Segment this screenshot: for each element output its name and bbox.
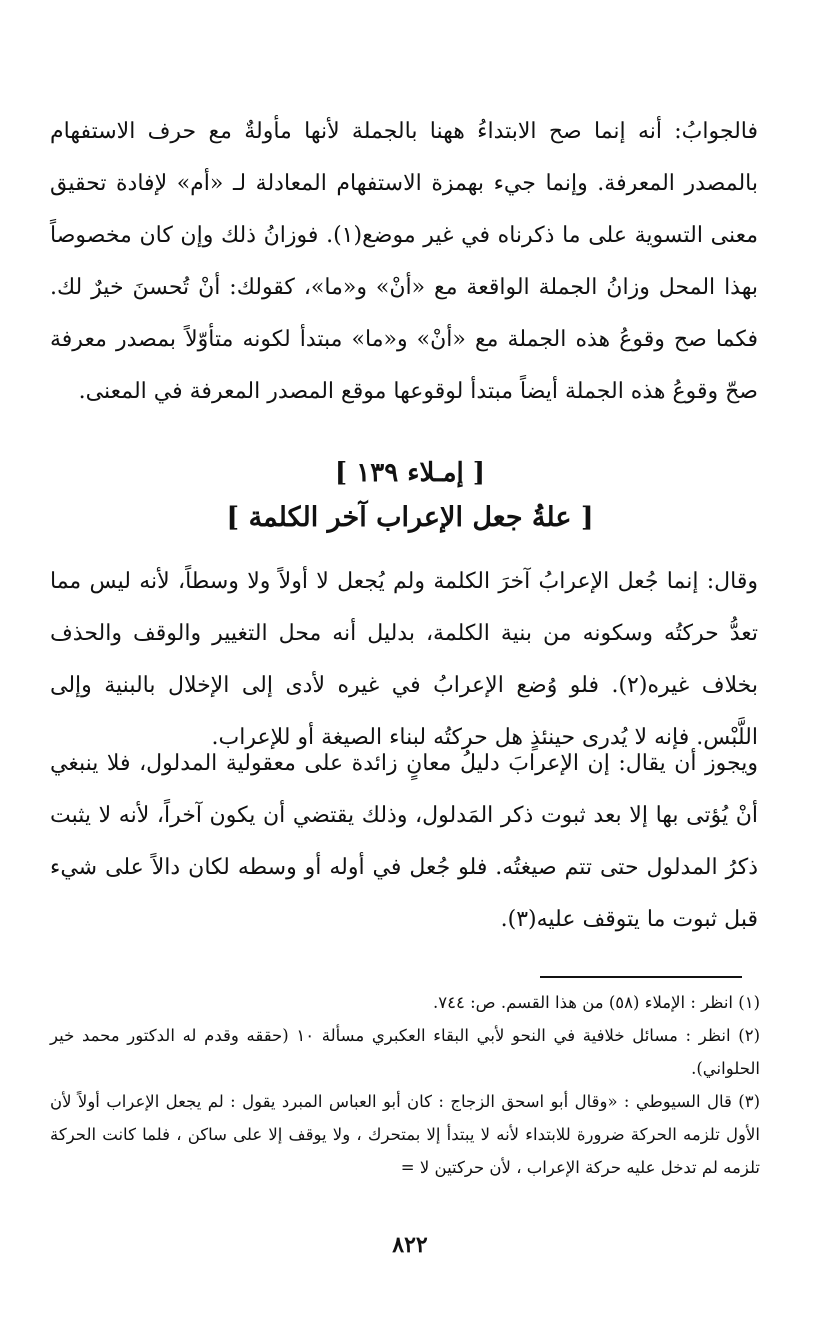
footnote-divider [540,976,742,978]
footnote-3: (٣) قال السيوطي : «وقال أبو اسحق الزجاج : كان أبو العباس المبرد يقول : لم يجعل الإعراب أولاً لأن الأول تلزمه الحركة ضرورة للابتداء لأنه لا يبتدأ إلا بمتحرك ، ولا يوقف إلا على ساكن ، فلما كانت الحركة تلزمه لم تدخل عليه حركة الإعراب ، لأن حركتين لا = [50,1092,760,1177]
body-section-1 [50,556,758,764]
body-section-2 [50,738,758,946]
intro-section [50,106,758,418]
body-paragraph-2: ويجوز أن يقال: إن الإعرابَ دليلُ معانٍ زائدة على معقولية المدلول، فلا ينبغي أنْ يُؤتى بها إلا بعد ثبوت ذكر المَدلول، وذلك يقتضي أن يكون آخراً، لأنه لا يثبت ذكرُ المدلول حتى تتم صيغتُه. فلو جُعل في أوله أو وسطه لكان دالاً على شيء قبل ثبوت ما يتوقف عليه(٣). [50,751,758,932]
body-paragraph-1: وقال: إنما جُعل الإعرابُ آخرَ الكلمة ولم يُجعل لا أولاً ولا وسطاً، لأنه ليس مما تعدُّ حركتُه وسكونه من بنية الكلمة، بدليل أنه محل التغيير والوقف والحذف بخلاف غيره(٢). فلو وُضع الإعرابُ في غيره لأدى إلى الإخلال بالبنية وإلى اللَّبْس. فإنه لا يُدرى حينئذٍ هل حركتُه لبناء الصيغة أو للإعراب. [50,569,758,750]
page-number: ٨٢٢ [392,1232,428,1258]
footnotes [50,986,760,1184]
section-subtitle: [ علةُ جعل الإعراب آخر الكلمة ] [226,502,594,533]
imla-heading: [ إمـلاء ١٣٩ ] [334,458,486,488]
footnote-1: (١) انظر : الإملاء (٥٨) من هذا القسم. ص: ٧٤٤. [433,993,760,1012]
intro-paragraph: فالجوابُ: أنه إنما صح الابتداءُ ههنا بالجملة لأنها مأولةٌ مع حرف الاستفهام بالمصدر المعرفة. وإنما جيء بهمزة الاستفهام المعادلة لـ «أم» لإفادة تحقيق معنى التسوية على ما ذكرناه في غير موضع(١). فوزانُ ذلك وإن كان مخصوصاً بهذا المحل وزانُ الجملة الواقعة مع «أنْ» و«ما»، كقولك: أنْ تُحسنَ خيرٌ لك. فكما صح وقوعُ هذه الجملة مع «أنْ» و«ما» مبتدأ لكونه متأوّلاً بمصدر معرفة صحّ وقوعُ هذه الجملة أيضاً مبتدأ لوقوعها موقع المصدر المعرفة في المعنى. [50,119,758,404]
footnote-2: (٢) انظر : مسائل خلافية في النحو لأبي البقاء العكبري مسألة ١٠ (حققه وقدم له الدكتور محمد خير الحلواني). [50,1026,760,1078]
